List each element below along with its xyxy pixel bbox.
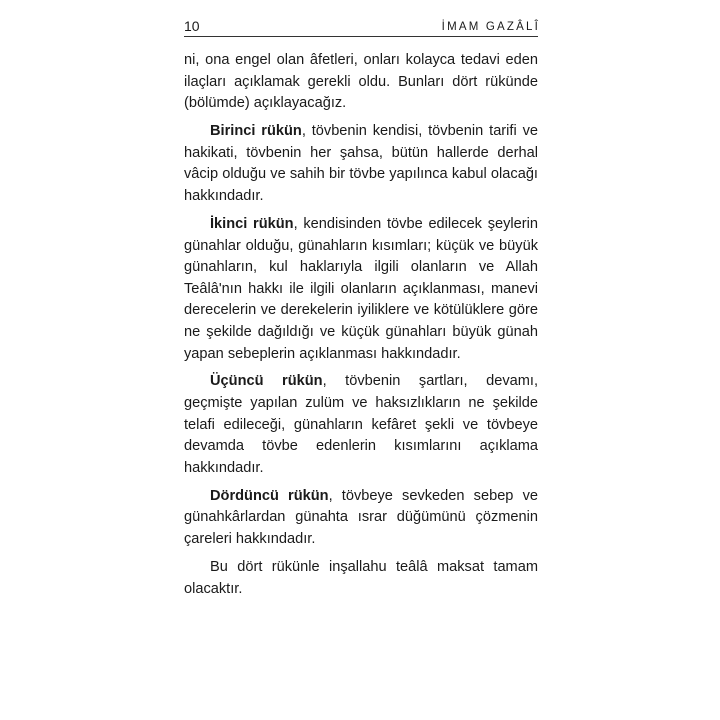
paragraph-heading: Dördüncü rükün <box>210 487 329 504</box>
paragraph-fourth-pillar <box>184 486 538 551</box>
paragraph-heading: İkinci rükün <box>210 215 294 232</box>
book-page <box>184 0 538 720</box>
paragraph-closing <box>184 557 538 600</box>
header-rule <box>184 36 538 37</box>
paragraph-heading: Birinci rükün <box>210 123 302 140</box>
page-number: 10 <box>184 18 200 34</box>
paragraph-text: , tövbenin şartları, devamı, geçmişte yapılan zulüm ve haksızlıkların ne şekilde telafi edileceği, günahların kefâret şekli ve tövbeye devamda tövbe edenlerin kısımlarını açıklama hakkındadır. <box>184 373 538 476</box>
paragraph-text: ni, ona engel olan âfetleri, onları kolayca tedavi eden ilaçları açıklamak gerekli oldu. Bunları dört rükünde (bölümde) açıklayacağız. <box>184 52 538 112</box>
paragraph-heading: Üçüncü rükün <box>210 373 323 390</box>
paragraph-third-pillar <box>184 371 538 479</box>
paragraph-text: Bu dört rükünle inşallahu teâlâ maksat tamam olacaktır. <box>184 559 538 597</box>
paragraph-text: , tövbeye sevkeden sebep ve günahkârlardan günahta ısrar düğümünü çözmenin çareleri hakkındadır. <box>184 487 538 548</box>
paragraph-first-pillar <box>184 121 538 207</box>
paragraph-text: , kendisinden tövbe edilecek şeylerin günahlar olduğu, günahların kısımları; küçük ve büyük günahların, kul haklarıyla ilgili olanların ve Allah Teâlâ'nın hakkı ile ilgili olanların açıklanması, manevi derecelerin ve derekelerin iyiliklere ve kötülüklere göre ne şekilde dağıldığı ve küçük günahları büyük günah yapan sebeplerin açıklanması hakkındadır. <box>184 215 539 362</box>
body-text <box>184 50 538 607</box>
running-head <box>184 17 538 35</box>
paragraph-second-pillar <box>184 214 538 365</box>
paragraph-continuation <box>184 50 538 115</box>
running-title: İMAM GAZÂLÎ <box>441 21 540 33</box>
paragraph-text: , tövbenin kendisi, tövbenin tarifi ve hakikati, tövbenin her şahsa, bütün hallerde derhal vâcip olduğu ve sahih bir tövbe yapılınca kabul olacağı hakkındadır. <box>184 123 538 204</box>
